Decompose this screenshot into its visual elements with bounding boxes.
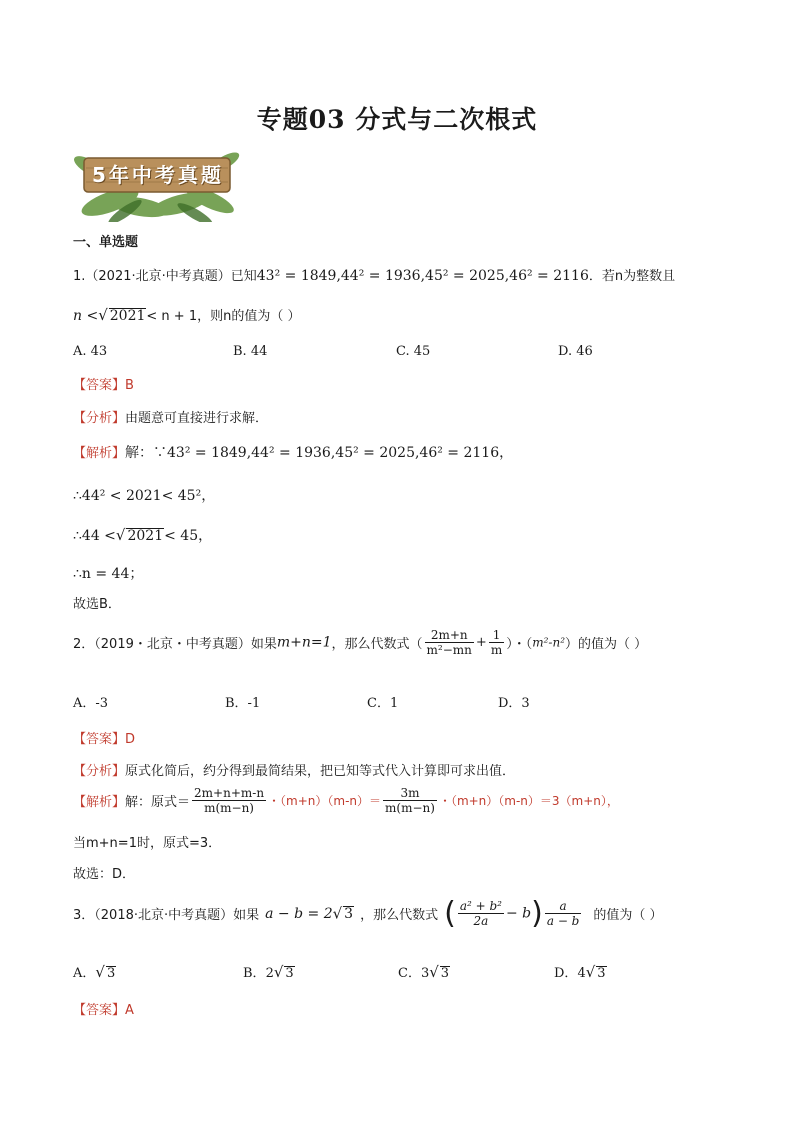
- right-paren-icon: ): [531, 896, 543, 931]
- solution-tag: 【解析】: [73, 446, 126, 461]
- q2-tail2: ）的值为（ ）: [565, 637, 648, 652]
- sqrt-icon: √: [332, 904, 343, 923]
- q1-tail: ．若n为整数且: [588, 269, 676, 284]
- option-rad: 3: [285, 966, 294, 981]
- answer-tag: 【答案】: [73, 378, 126, 393]
- plus-sign: +: [475, 635, 487, 650]
- frac-num: 2m+n: [425, 628, 474, 643]
- q2-line3: 故选：D．: [73, 867, 136, 882]
- banner-text: 5年中考真题: [92, 163, 224, 187]
- frac-den: 2a: [473, 914, 489, 928]
- sol-pre: 解：原式＝: [125, 795, 191, 810]
- option-rad: 3: [106, 966, 116, 981]
- question-2: [73, 628, 647, 657]
- q2-solution: [73, 786, 619, 815]
- q2-option-a[interactable]: A．-3: [73, 696, 109, 711]
- answer-value: A: [125, 1003, 134, 1018]
- analysis-text: 由题意可直接进行求解．: [125, 411, 269, 426]
- option-rad: 3: [597, 966, 606, 981]
- option-label: A．: [73, 966, 96, 981]
- left-paren-icon: (: [444, 896, 456, 931]
- option-rad: 3: [440, 966, 450, 981]
- frac-den: m(m−n): [204, 801, 254, 815]
- q2-option-c[interactable]: C．1: [367, 696, 399, 711]
- sol-fraction-1: [192, 786, 266, 815]
- frac-num: 3m: [383, 786, 437, 801]
- q3-option-b[interactable]: [243, 962, 295, 981]
- sqrt-icon: √: [115, 526, 126, 544]
- q2-answer: [73, 728, 135, 747]
- frac-num: 2m+n+m-n: [194, 786, 265, 800]
- q2-mid: ，那么代数式（: [331, 637, 423, 652]
- sqrt-icon: √: [273, 963, 284, 981]
- answer-value: B: [125, 378, 134, 393]
- q3-cond-rad: 3: [344, 906, 354, 922]
- frac-num: 1: [489, 628, 504, 643]
- q1-option-c[interactable]: C. 45: [396, 344, 431, 359]
- frac-den: m: [490, 643, 503, 657]
- q2-option-b[interactable]: B．-1: [225, 696, 261, 711]
- q3-tail: 的值为（ ）: [593, 908, 663, 923]
- option-coef: 4: [577, 966, 586, 981]
- sol-mid2: ・（m+n）（m-n）＝3（m+n），: [438, 794, 619, 808]
- analysis-text: 原式化简后，约分得到最简结果，把已知等式代入计算即可求出值．: [125, 764, 516, 779]
- q1-line2: [73, 305, 300, 324]
- sol-fraction-2: [383, 786, 437, 815]
- q2-fraction-2: [489, 628, 504, 657]
- q3-fraction-1: [458, 899, 504, 928]
- solution-line-5: 故选B．: [73, 597, 121, 612]
- sol-line3-post: < 45，: [164, 528, 213, 544]
- answer-tag: 【答案】: [73, 732, 126, 747]
- question-1: [73, 265, 675, 284]
- q1-analysis: [73, 407, 268, 426]
- q2-condition: m+n=1: [276, 634, 332, 651]
- option-coef: 3: [420, 966, 430, 981]
- q2-analysis: [73, 760, 515, 779]
- page-title: 专题03 分式与二次根式: [256, 105, 538, 134]
- sqrt-icon: √: [95, 963, 105, 981]
- sqrt-icon: √: [98, 306, 108, 324]
- q2-line2: 当m+n=1时，原式=3．: [73, 836, 222, 851]
- section-heading: 一、单选题: [73, 235, 139, 250]
- q3-option-c[interactable]: [398, 962, 450, 981]
- q3-minus-b: − b: [505, 905, 532, 922]
- q1-solution: [73, 442, 513, 462]
- answer-value: D: [125, 732, 136, 747]
- question-3: [73, 896, 663, 931]
- q1-option-b[interactable]: B. 44: [233, 344, 268, 359]
- q3-answer: [73, 999, 134, 1018]
- q1-option-d[interactable]: D. 46: [558, 344, 593, 359]
- sol-line3-rad: 2021: [127, 528, 164, 544]
- q2-prefix: 2．（2019・北京・中考真题）如果: [73, 637, 277, 652]
- q1-prefix: 1.（2021·北京·中考真题）已知: [73, 269, 257, 284]
- solution-line-3: [73, 525, 212, 545]
- q3-mid: ，那么代数式: [360, 908, 439, 923]
- sqrt-icon: √: [585, 963, 596, 981]
- sol-line3-pre: ∴44 <: [73, 528, 116, 544]
- q1-answer: [73, 374, 134, 393]
- q1-condition: 43² = 1849,44² = 1936,45² = 2025,46² = 2116: [256, 268, 589, 284]
- q3-option-d[interactable]: [554, 962, 607, 981]
- sol-mid1: ・（m+n）（m-n）＝: [268, 794, 382, 808]
- q3-fraction-2: [545, 899, 582, 928]
- solution-line-4: ∴n = 44；: [73, 566, 144, 582]
- q2-fraction-1: [425, 628, 474, 657]
- banner-5-year-exams: [70, 142, 240, 222]
- frac-den: m²−mn: [426, 643, 472, 657]
- solution-line-1: 解：∵43² = 1849,44² = 1936,45² = 2025,46² = 2116，: [125, 445, 514, 461]
- option-label: D．: [554, 966, 578, 981]
- frac-num: a² + b²: [459, 899, 502, 913]
- q3-cond-pre: a − b = 2: [265, 905, 333, 922]
- q2-tail-expr: m²-n²: [532, 635, 566, 650]
- frac-num: a: [545, 899, 582, 914]
- q2-option-d[interactable]: D．3: [498, 696, 530, 711]
- q1-line2-pre: n <: [73, 308, 99, 324]
- solution-line-2: ∴44² < 2021< 45²，: [73, 488, 216, 504]
- q1-line2-post: < n + 1，则n的值为（ ）: [146, 309, 301, 324]
- q3-option-a[interactable]: [73, 962, 116, 981]
- sqrt-icon: √: [429, 963, 439, 981]
- option-label: B．: [243, 966, 266, 981]
- answer-tag: 【答案】: [73, 1003, 126, 1018]
- analysis-tag: 【分析】: [73, 764, 126, 779]
- q3-prefix: 3．（2018·北京·中考真题）如果: [73, 908, 260, 923]
- q1-option-a[interactable]: A. 43: [73, 344, 108, 359]
- frac-den: a − b: [546, 914, 580, 928]
- q2-tail1: ）・（: [506, 637, 533, 652]
- solution-tag: 【解析】: [73, 795, 126, 810]
- analysis-tag: 【分析】: [73, 411, 126, 426]
- option-coef: 2: [265, 966, 274, 981]
- option-label: C．: [398, 966, 421, 981]
- q1-line2-rad: 2021: [109, 308, 146, 324]
- frac-den: m(m−n): [385, 801, 435, 815]
